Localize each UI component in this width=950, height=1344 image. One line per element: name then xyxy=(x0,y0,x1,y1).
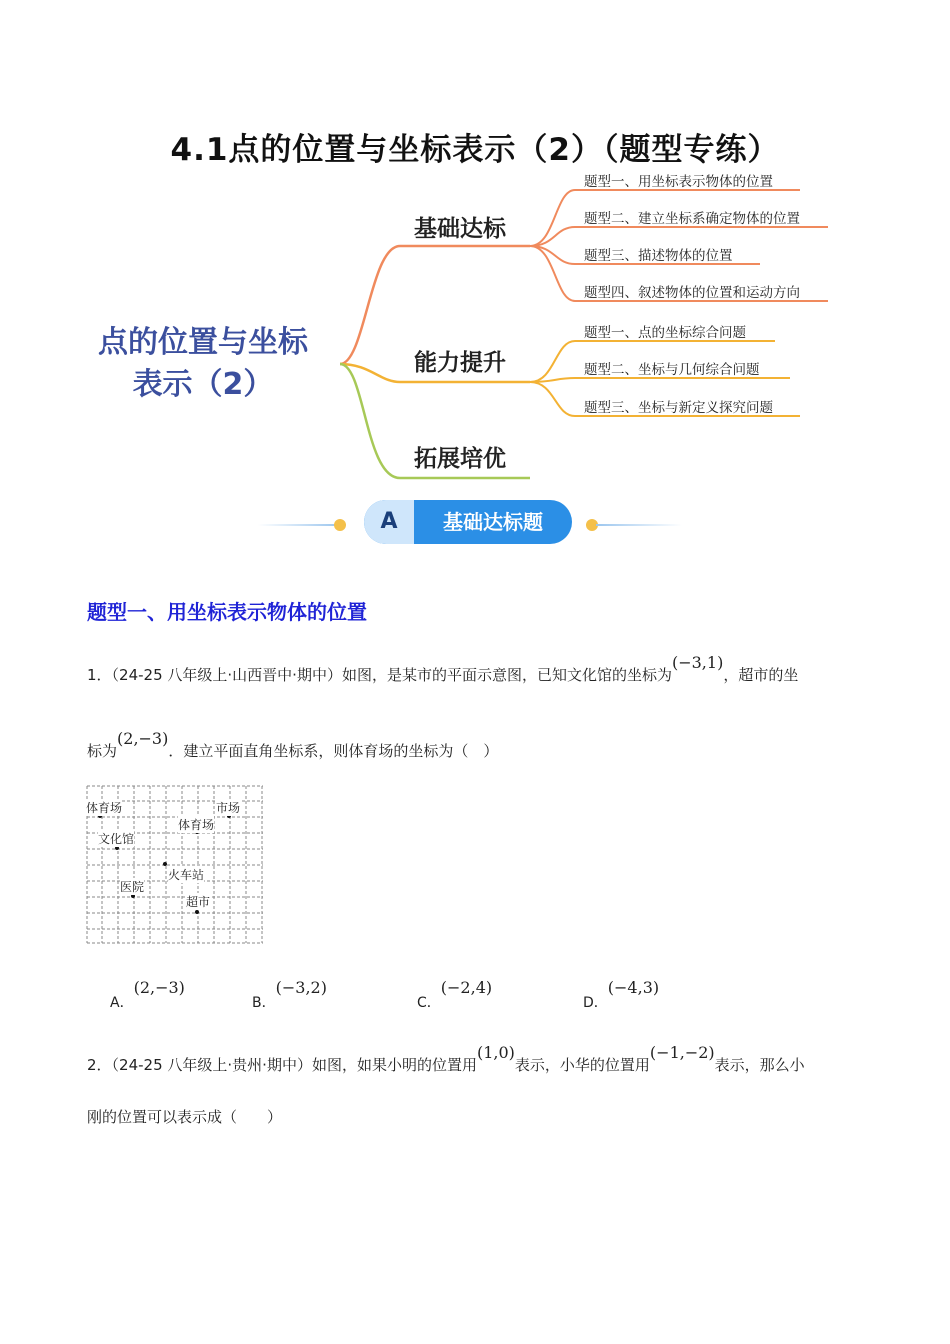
question-number: 1． xyxy=(87,666,112,684)
mindmap-center-line-2: 表示（2） xyxy=(132,367,274,402)
option-letter: C． xyxy=(417,995,441,1011)
mindmap-leaf: 题型三、描述物体的位置 xyxy=(584,248,733,264)
coordinate: (1,0) xyxy=(476,1043,515,1062)
section-heading: 题型一、用坐标表示物体的位置 xyxy=(87,600,367,624)
mindmap-center-line-1: 点的位置与坐标 xyxy=(98,325,308,360)
question-text: 如图，是某市的平面示意图，已知文化馆的坐标为 xyxy=(341,666,672,684)
banner-line-left xyxy=(258,524,338,526)
coordinate: (−3,1) xyxy=(671,653,724,672)
question-2-line-1 xyxy=(87,1043,877,1075)
option-value: (2,−3) xyxy=(133,978,185,997)
mindmap-leaf: 题型一、用坐标表示物体的位置 xyxy=(584,174,773,190)
map-label-hospital: 医院 xyxy=(120,880,145,894)
option-b[interactable] xyxy=(252,978,327,1011)
option-d[interactable] xyxy=(583,978,660,1011)
coordinate: (−1,−2) xyxy=(649,1043,715,1062)
question-source: （24-25 八年级上·山西晋中·期中） xyxy=(111,666,342,684)
question-1-line-2 xyxy=(87,729,499,761)
mindmap-leaf: 题型四、叙述物体的位置和运动方向 xyxy=(584,285,800,301)
mindmap-branch-basic: 基础达标 xyxy=(414,216,506,242)
coordinate: (2,−3) xyxy=(117,729,169,748)
question-number: 2． xyxy=(87,1056,112,1074)
map-label-stadium-2: 体育场 xyxy=(178,818,215,832)
banner-letter: A xyxy=(364,500,414,544)
banner-line-right xyxy=(596,524,682,526)
option-value: (−3,2) xyxy=(275,978,327,997)
question-2-line-2: 刚的位置可以表示成（ ） xyxy=(87,1108,283,1126)
option-value: (−2,4) xyxy=(440,978,493,997)
question-text: ．建立平面直角坐标系，则体育场的坐标为（ ） xyxy=(168,742,499,760)
map-label-supermarket: 超市 xyxy=(186,895,211,909)
option-letter: B． xyxy=(252,995,276,1011)
mindmap-leaf: 题型三、坐标与新定义探究问题 xyxy=(584,400,773,416)
question-source: （24-25 八年级上·贵州·期中） xyxy=(111,1056,312,1074)
question-text: 表示，那么小 xyxy=(714,1056,805,1074)
section-banner xyxy=(364,500,572,544)
banner-dot-left xyxy=(334,519,346,531)
option-value: (−4,3) xyxy=(607,978,660,997)
mindmap-leaf: 题型一、点的坐标综合问题 xyxy=(584,325,746,341)
mindmap-leaf: 题型二、建立坐标系确定物体的位置 xyxy=(584,211,800,227)
banner-label: 基础达标题 xyxy=(443,510,543,534)
map-label-culture-center: 文化馆 xyxy=(98,832,135,846)
map-label-market: 市场 xyxy=(216,801,241,815)
mindmap-branch-extend: 拓展培优 xyxy=(414,446,506,472)
question-1-line-1 xyxy=(87,653,867,685)
option-c[interactable] xyxy=(417,978,493,1011)
map-point xyxy=(163,862,167,866)
mindmap-center-topic xyxy=(78,322,328,406)
map-point xyxy=(195,910,199,914)
question-text: 表示，小华的位置用 xyxy=(514,1056,650,1074)
map-label-stadium: 体育场 xyxy=(86,801,123,815)
option-letter: D． xyxy=(583,995,608,1011)
option-a[interactable] xyxy=(110,978,185,1011)
question-text: ，超市的坐 xyxy=(723,666,799,684)
page-title: 4.1点的位置与坐标表示（2）（题型专练） xyxy=(170,132,780,168)
map-label-train-station: 火车站 xyxy=(168,868,205,882)
mindmap-branch-improve: 能力提升 xyxy=(414,350,506,376)
mindmap-leaf: 题型二、坐标与几何综合问题 xyxy=(584,362,760,378)
question-text: 标为 xyxy=(87,742,118,760)
question-text: 如图，如果小明的位置用 xyxy=(311,1056,477,1074)
option-letter: A． xyxy=(110,995,134,1011)
